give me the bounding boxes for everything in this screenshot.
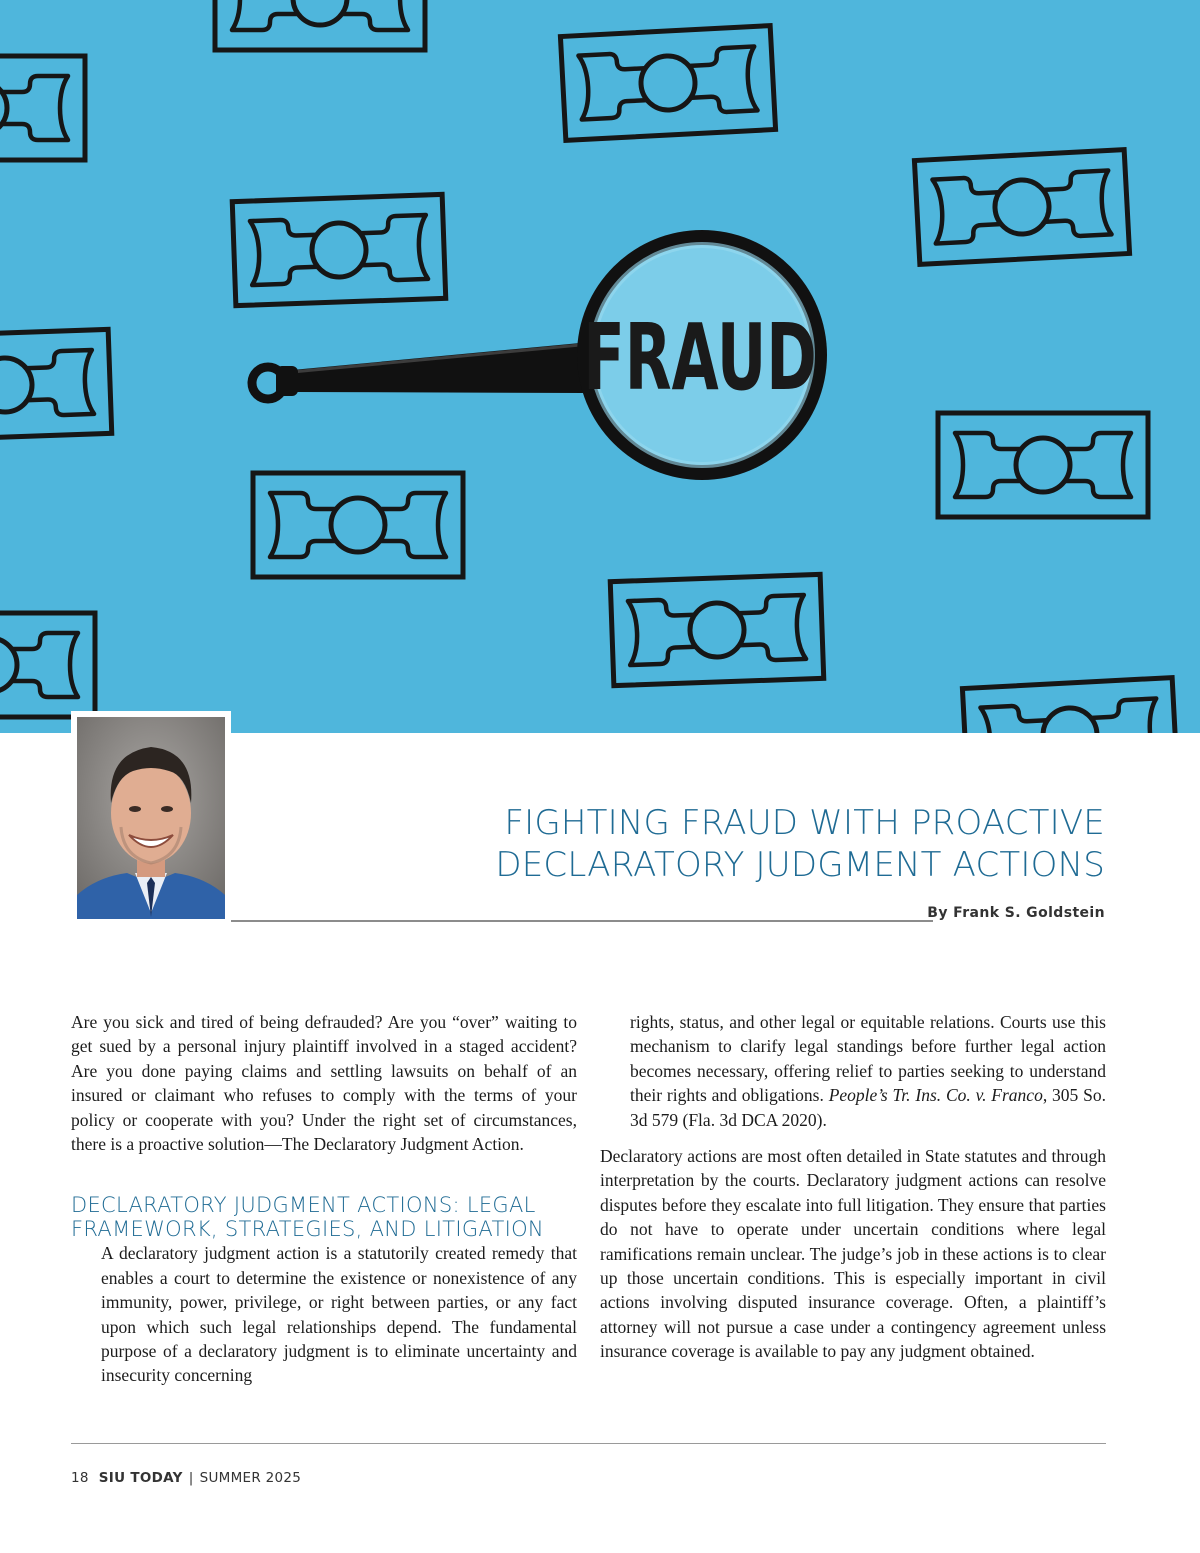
- byline-divider: [231, 920, 933, 922]
- left-column: [71, 1010, 577, 1388]
- section-heading-line: DECLARATORY JUDGMENT ACTIONS: LEGAL: [71, 1193, 536, 1218]
- section-heading-line: FRAMEWORK, STRATEGIES, AND LITIGATION: [71, 1217, 544, 1242]
- author-photo: [71, 711, 231, 925]
- issue-label: SUMMER 2025: [199, 1470, 302, 1486]
- footer-divider: [71, 1443, 1106, 1444]
- magnifier-text: FRAUD: [583, 305, 817, 412]
- banknote-icon: [232, 194, 446, 305]
- banknote-icon: [938, 413, 1148, 517]
- footer-separator: |: [188, 1470, 194, 1486]
- author-portrait: [77, 717, 225, 919]
- hero-illustration: [0, 0, 1200, 733]
- banknote-icon: [962, 678, 1177, 733]
- citation-rest: , 305 So. 3d 579 (Fla. 3d DCA 2020).: [630, 1085, 1106, 1130]
- continued-paragraph: [600, 1010, 1106, 1132]
- page-footer: [71, 1470, 301, 1486]
- publication-name: SIU TODAY: [98, 1470, 183, 1486]
- title-line: FIGHTING FRAUD WITH PROACTIVE: [504, 803, 1105, 843]
- page-number: 18: [71, 1470, 89, 1486]
- banknote-icon: [0, 613, 95, 717]
- banknote-icon: [253, 473, 463, 577]
- citation-case: People’s Tr. Ins. Co. v. Franco: [828, 1085, 1043, 1106]
- section-paragraph: A declaratory judgment action is a statutorily created remedy that enables a court to determine the existence or nonexistence of any immunity, power, privilege, or right between parties, or any fact upon which such legal relationships depend. The fundamental purpose of a declaratory judgment is to eliminate uncertainty and insecurity concerning: [101, 1243, 577, 1386]
- article-title: [345, 802, 1105, 886]
- right-column: [600, 1010, 1106, 1364]
- title-line: DECLARATORY JUDGMENT ACTIONS: [495, 845, 1105, 885]
- section-heading: [71, 1193, 577, 1241]
- banknote-icon: [0, 56, 85, 160]
- continued-text: rights, status, and other legal or equitable relations. Courts use this mechanism to clarify legal standings before further legal action becomes necessary, offering relief to parties seeking to understand their rights and obligations.: [630, 1012, 1106, 1106]
- banknote-icon: [914, 150, 1129, 265]
- banknote-icon: [215, 0, 425, 50]
- intro-paragraph: Are you sick and tired of being defrauded? Are you “over” waiting to get sued by a personal injury plaintiff involved in a staged accident? Are you done paying claims and settling lawsuits on behalf of an insured or claimant who refuses to comply with the terms of your policy or cooperate with you? Under the right set of circumstances, there is a proactive solution—The Declaratory Judgment Action.: [71, 1012, 577, 1155]
- banknote-icon: [560, 26, 775, 141]
- byline: By Frank S. Goldstein: [927, 905, 1105, 921]
- body-paragraph: Declaratory actions are most often detailed in State statutes and through interpretation by the courts. Declaratory judgment actions can resolve disputes before they escalate into full litigation. They ensure that parties do not have to operate under uncertain conditions where legal ramifications remain unclear. The judge’s job in these actions is to clear up those uncertain conditions. This is especially important in civil actions involving disputed insurance coverage. Often, a plaintiff’s attorney will not pursue a case under a contingency agreement unless insurance coverage is available to pay any judgment obtained.: [600, 1146, 1106, 1362]
- hero-image: [0, 0, 1200, 733]
- banknote-icon: [610, 574, 824, 685]
- banknote-icon: [0, 329, 112, 440]
